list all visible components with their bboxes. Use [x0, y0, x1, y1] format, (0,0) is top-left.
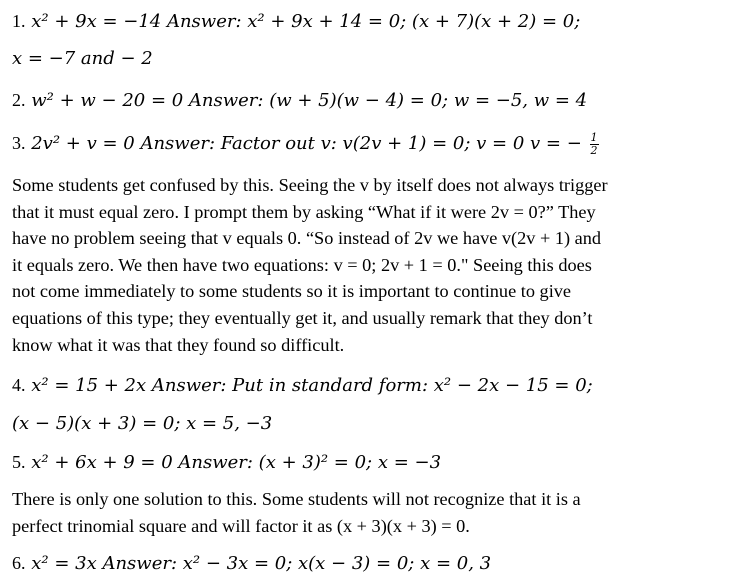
problem-5-label: 5.	[12, 452, 26, 472]
problem-3-label: 3.	[12, 133, 26, 153]
problem-5-text: x² + 6x + 9 = 0 Answer: (x + 3)² = 0; x = −3	[31, 452, 442, 473]
explanation-paragraph-1	[12, 172, 717, 358]
paragraph-1-line: it equals zero. We then have two equations: v = 0; 2v + 1 = 0." Seeing this does	[12, 254, 592, 275]
fraction-denominator: 2	[590, 143, 598, 157]
problem-3-text: 2v² + v = 0 Answer: Factor out v: v(2v + 1) = 0; v = 0 v = −	[31, 133, 582, 154]
paragraph-2-line: perfect trinomial square and will factor it as (x + 3)(x + 3) = 0.	[12, 515, 470, 536]
problem-3-line	[12, 130, 599, 157]
fraction-numerator: 1	[590, 130, 598, 144]
problem-4-text: x² = 15 + 2x Answer: Put in standard form: x² − 2x − 15 = 0;	[31, 375, 593, 396]
explanation-paragraph-2	[12, 486, 717, 539]
problem-6-line	[12, 550, 491, 577]
paragraph-1-line: have no problem seeing that v equals 0. “So instead of 2v we have v(2v + 1) and	[12, 228, 602, 249]
problem-6-text: x² = 3x Answer: x² − 3x = 0; x(x − 3) = 0; x = 0, 3	[31, 553, 492, 574]
problem-1-solution-line	[12, 46, 153, 72]
problem-4-solution-line	[12, 411, 272, 437]
paragraph-1-line: that it must equal zero. I prompt them by asking “What if it were 2v = 0?” They	[12, 201, 596, 222]
paragraph-1-line: Some students get confused by this. Seeing the v by itself does not always trigger	[12, 175, 608, 195]
paragraph-1-line: know what it was that they found so difficult.	[12, 334, 345, 355]
problem-2-text: w² + w − 20 = 0 Answer: (w + 5)(w − 4) = 0; w = −5, w = 4	[31, 90, 588, 111]
problem-1-solution-text: x = −7 and − 2	[12, 48, 153, 69]
problem-2-line	[12, 87, 587, 114]
problem-1-label: 1.	[12, 11, 26, 31]
problem-1-line	[12, 8, 580, 35]
paragraph-1-line: not come immediately to some students so it is important to continue to give	[12, 281, 572, 302]
problem-4-label: 4.	[12, 375, 26, 395]
one-half-fraction	[590, 132, 599, 157]
problem-6-label: 6.	[12, 553, 26, 573]
problem-5-line	[12, 449, 441, 476]
problem-4-solution-text: (x − 5)(x + 3) = 0; x = 5, −3	[12, 413, 273, 434]
paragraph-1-line: equations of this type; they eventually get it, and usually remark that they don’t	[12, 307, 593, 328]
problem-4-line	[12, 372, 593, 399]
problem-1-text: x² + 9x = −14 Answer: x² + 9x + 14 = 0; (x + 7)(x + 2) = 0;	[31, 11, 581, 32]
problem-2-label: 2.	[12, 90, 26, 110]
paragraph-2-line: There is only one solution to this. Some students will not recognize that it is a	[12, 489, 581, 509]
